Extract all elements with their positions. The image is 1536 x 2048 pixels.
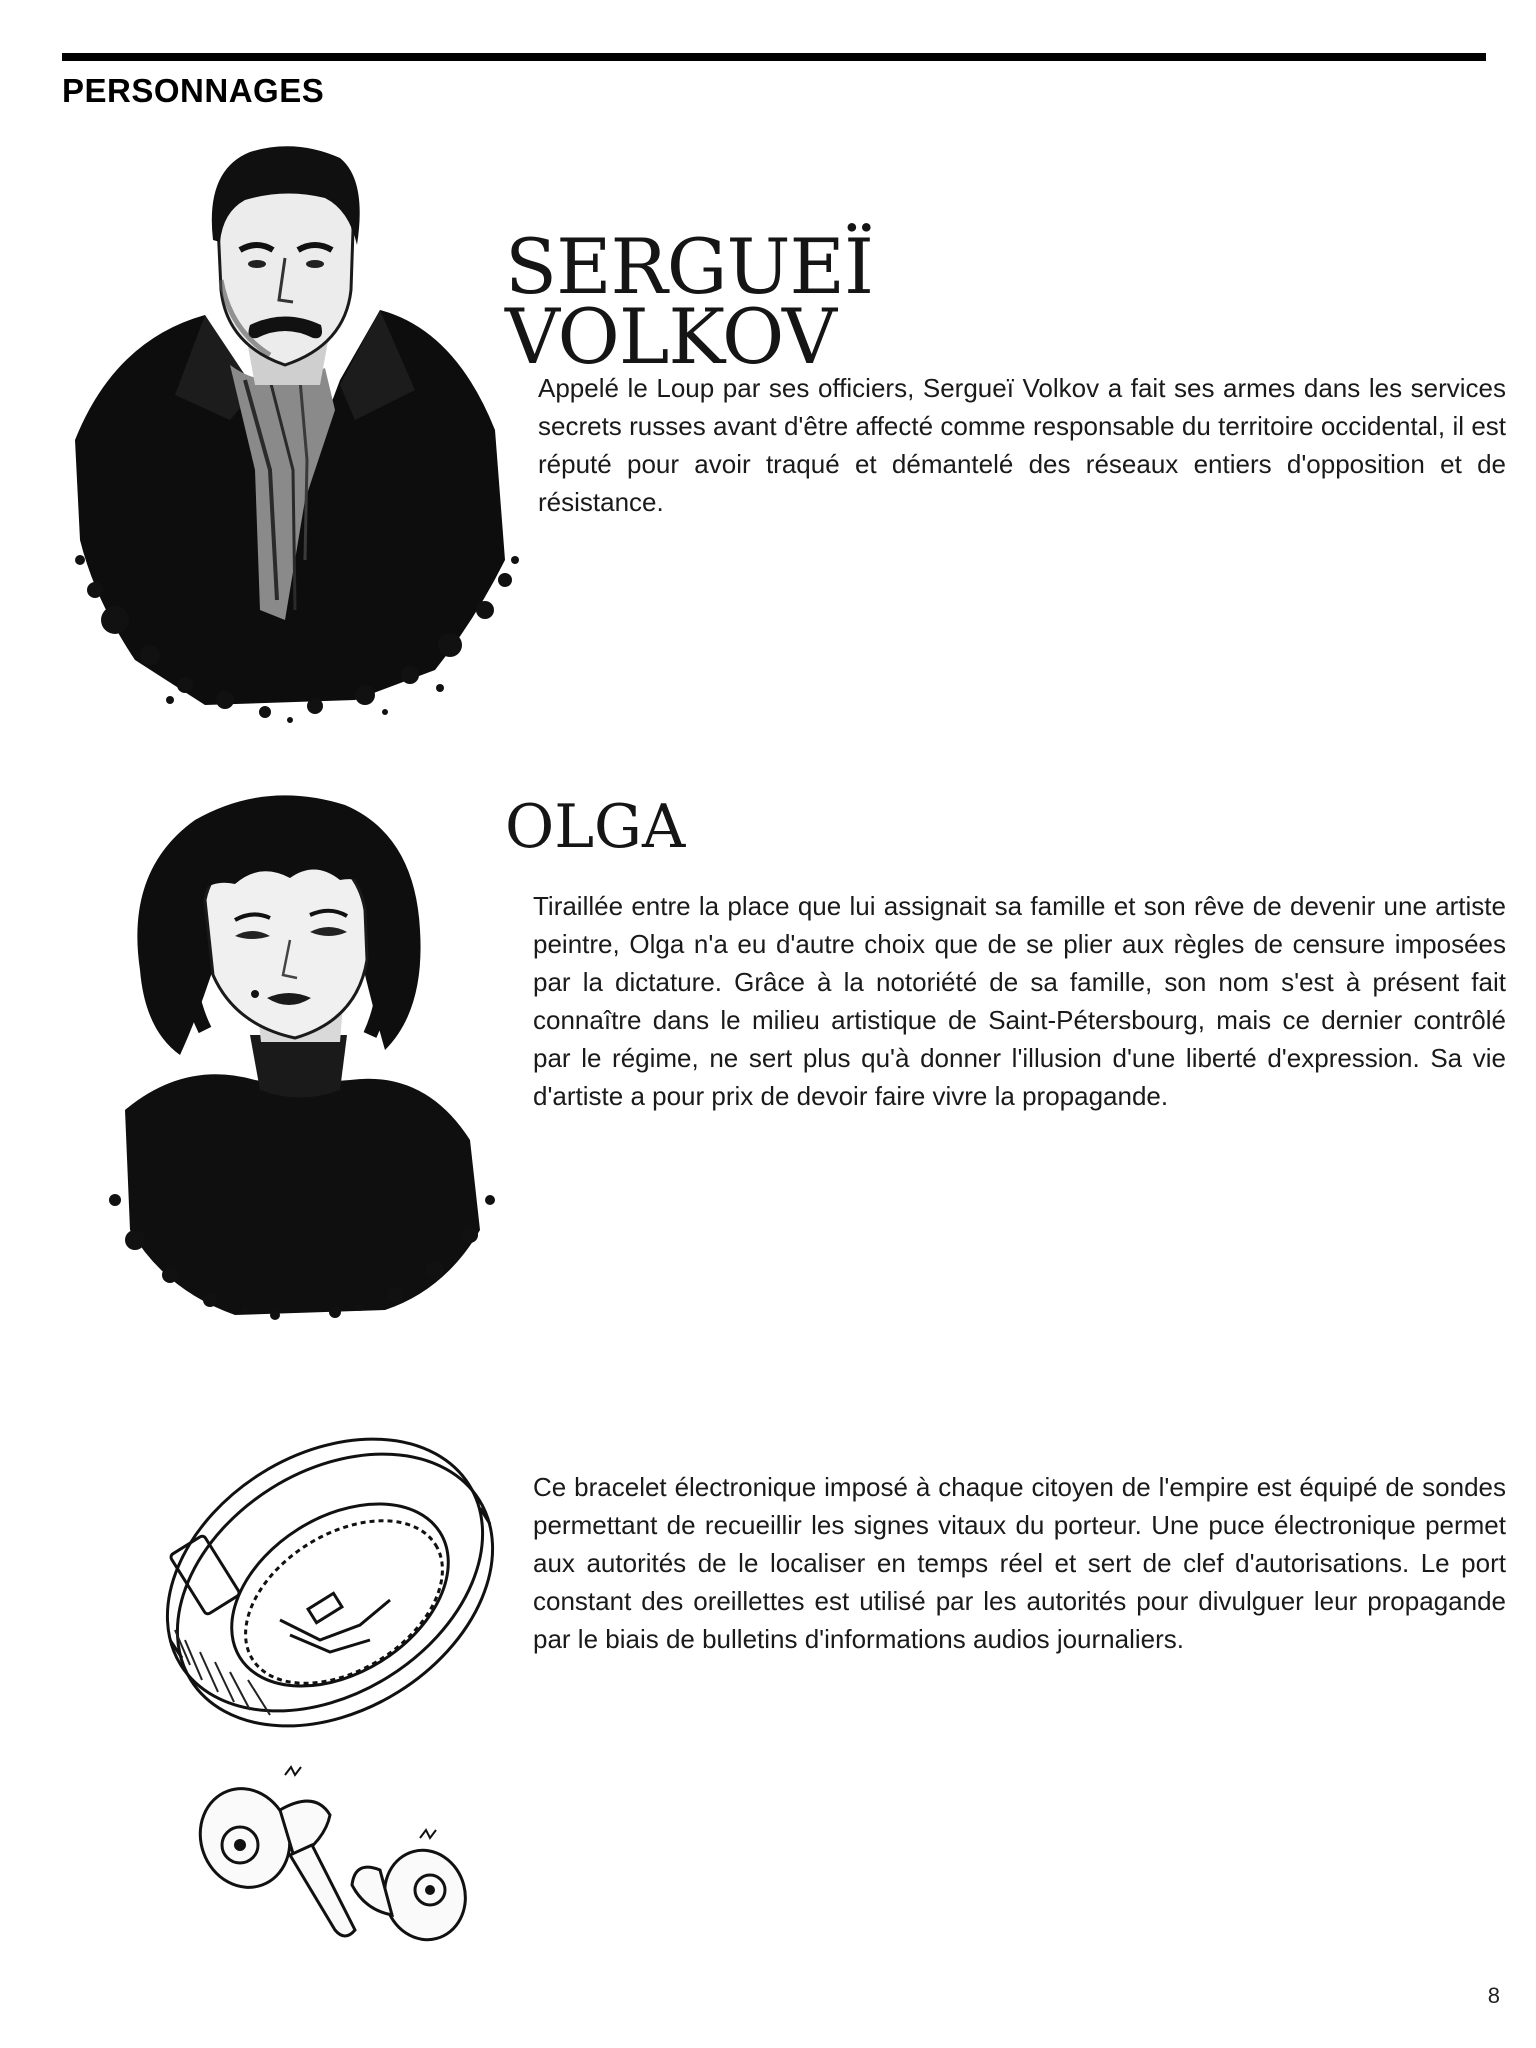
volkov-name-line-2: VOLKOV: [505, 291, 836, 381]
olga-portrait-illustration: [85, 780, 510, 1320]
volkov-name-title: [505, 222, 874, 381]
bracelet-earbuds-illustration: [130, 1390, 530, 1960]
olga-name-line-1: OLGA: [505, 792, 686, 862]
device-description: Ce bracelet électronique imposé à chaque citoyen de l'empire est équipé de sondes permettant de recueillir les signes vitaux du porteur. Une puce électronique permet aux autorités de le localiser en temps réel et sert de clef d'autorisations. Le port constant des oreillettes est utilisé par les autorités pour divulguer leur propagande par le biais de bulletins d'informations audios journaliers.: [533, 1472, 1506, 1654]
top-rule: [62, 53, 1486, 61]
volkov-portrait-illustration: [55, 140, 530, 725]
section-heading: PERSONNAGES: [62, 72, 325, 109]
volkov-description: Appelé le Loup par ses officiers, Sergueï Volkov a fait ses armes dans les services secrets russes avant d'être affecté comme responsable du territoire occidental, il est réputé pour avoir traqué et démantelé des réseaux entiers d'opposition et de résistance.: [538, 373, 1506, 517]
olga-name-title: [505, 792, 686, 862]
volkov-name-line-1: SERGUEÏ: [505, 222, 874, 311]
olga-description: Tiraillée entre la place que lui assignait sa famille et son rêve de devenir une artiste peintre, Olga n'a eu d'autre choix que de se plier aux règles de censure imposées par la dictature. Grâce à la notoriété de sa famille, son nom s'est à présent fait connaître dans le milieu artistique de Saint-Pétersbourg, mais ce dernier contrôlé par le régime, ne sert plus qu'à donner l'illusion d'une liberté d'expression. Sa vie d'artiste a pour prix de devoir faire vivre la propagande.: [533, 891, 1506, 1111]
page-number: 8: [1487, 1983, 1500, 2008]
